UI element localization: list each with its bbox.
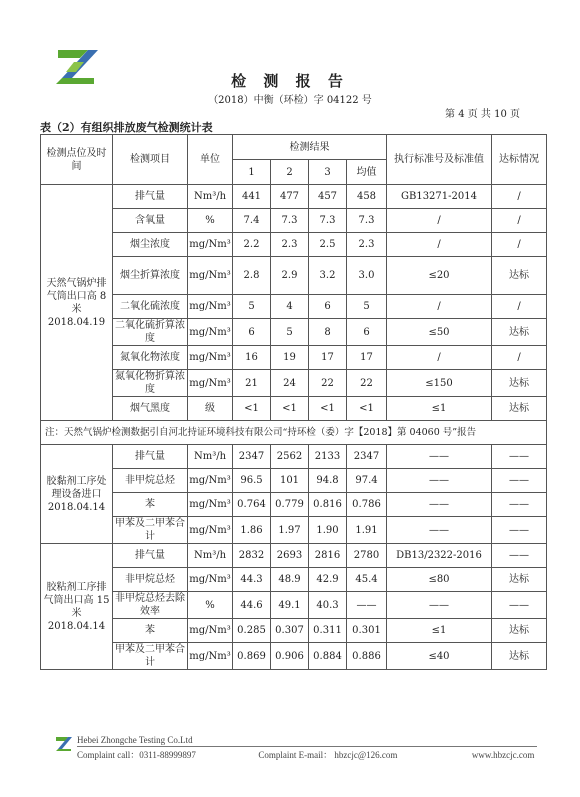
value-cell: 457 [309,185,347,209]
item-cell: 非甲烷总烃去除效率 [113,592,188,619]
status-cell: —— [492,493,547,517]
value-cell: 2133 [309,445,347,469]
status-cell: 达标 [492,568,547,592]
value-cell: 6 [309,295,347,319]
standard-cell: ≤150 [387,370,492,397]
unit-cell: mg/Nm³ [188,493,233,517]
point-cell: 胶粘剂工序排气筒出口高 15 米 2018.04.14 [41,544,113,670]
footer-logo-icon [55,736,73,752]
status-cell: 达标 [492,619,547,643]
status-cell: 达标 [492,257,547,295]
note-row [41,421,547,445]
value-cell: 5 [271,319,309,346]
item-cell: 甲苯及二甲苯合计 [113,517,188,544]
avg-cell: 2.3 [347,233,387,257]
avg-cell: 17 [347,346,387,370]
value-cell: 1.90 [309,517,347,544]
table-row [41,568,547,592]
footer-divider [77,746,537,747]
header-row [41,135,547,160]
unit-cell: mg/Nm³ [188,619,233,643]
avg-cell: 458 [347,185,387,209]
col-header-unit: 单位 [188,135,233,185]
standard-cell: / [387,233,492,257]
point-cell: 胶黏剂工序处理设备进口 2018.04.14 [41,445,113,544]
unit-cell: mg/Nm³ [188,295,233,319]
unit-cell: mg/Nm³ [188,370,233,397]
value-cell: 0.869 [233,643,271,670]
status-cell: / [492,209,547,233]
avg-cell: 5 [347,295,387,319]
item-cell: 烟尘折算浓度 [113,257,188,295]
standard-cell: ≤80 [387,568,492,592]
col-header-avg: 均值 [347,160,387,185]
value-cell: 101 [271,469,309,493]
table-row [41,619,547,643]
value-cell: 94.8 [309,469,347,493]
status-cell: / [492,185,547,209]
avg-cell: 0.886 [347,643,387,670]
standard-cell: —— [387,469,492,493]
complaint-call: Complaint call：0311-88999897 [77,750,196,760]
emission-table [40,134,547,670]
item-cell: 二氧化硫浓度 [113,295,188,319]
standard-cell: ≤20 [387,257,492,295]
status-cell: —— [492,544,547,568]
standard-cell: —— [387,493,492,517]
avg-cell: 7.3 [347,209,387,233]
value-cell: 441 [233,185,271,209]
value-cell: 21 [233,370,271,397]
table-row [41,643,547,670]
item-cell: 二氧化硫折算浓度 [113,319,188,346]
item-cell: 氮氧化物折算浓度 [113,370,188,397]
standard-cell: / [387,295,492,319]
value-cell: 0.906 [271,643,309,670]
avg-cell: 3.0 [347,257,387,295]
value-cell: 2.5 [309,233,347,257]
value-cell: 2.3 [271,233,309,257]
value-cell: 19 [271,346,309,370]
avg-cell: 1.91 [347,517,387,544]
document-number: （2018）中衡（环检）字 04122 号 [208,95,372,106]
value-cell: 2693 [271,544,309,568]
standard-cell: —— [387,592,492,619]
value-cell: <1 [233,397,271,421]
unit-cell: % [188,209,233,233]
item-cell: 非甲烷总烃 [113,469,188,493]
value-cell: 2832 [233,544,271,568]
unit-cell: mg/Nm³ [188,517,233,544]
value-cell: 42.9 [309,568,347,592]
status-cell: / [492,295,547,319]
col-header-results: 检测结果 [233,135,387,160]
value-cell: 2347 [233,445,271,469]
value-cell: 22 [309,370,347,397]
item-cell: 非甲烷总烃 [113,568,188,592]
table-row [41,319,547,346]
table-row [41,346,547,370]
unit-cell: % [188,592,233,619]
website: www.hbzcjc.com [471,750,535,760]
note-text: 注：天然气锅炉检测数据引自河北持证环境科技有限公司“持环检（委）字【2018】第 04060 号”报告 [41,421,547,445]
value-cell: 0.764 [233,493,271,517]
unit-cell: Nm³/h [188,185,233,209]
report-title: 检 测 报 告 [231,72,349,90]
value-cell: 8 [309,319,347,346]
value-cell: 2.2 [233,233,271,257]
value-cell: 96.5 [233,469,271,493]
value-cell: 40.3 [309,592,347,619]
table-row [41,397,547,421]
table-row [41,445,547,469]
col-header-item: 检测项目 [113,135,188,185]
value-cell: 0.307 [271,619,309,643]
unit-cell: mg/Nm³ [188,233,233,257]
unit-cell: 级 [188,397,233,421]
value-cell: 16 [233,346,271,370]
value-cell: 5 [233,295,271,319]
unit-cell: mg/Nm³ [188,643,233,670]
item-cell: 含氧量 [113,209,188,233]
value-cell: 2.9 [271,257,309,295]
value-cell: 17 [309,346,347,370]
avg-cell: —— [347,592,387,619]
item-cell: 排气量 [113,185,188,209]
value-cell: 1.97 [271,517,309,544]
status-cell: 达标 [492,319,547,346]
table-row [41,517,547,544]
avg-cell: 0.786 [347,493,387,517]
page-info: 第 4 页 共 10 页 [445,109,520,120]
value-cell: 2.8 [233,257,271,295]
value-cell: 44.6 [233,592,271,619]
value-cell: 3.2 [309,257,347,295]
value-cell: <1 [271,397,309,421]
unit-cell: Nm³/h [188,445,233,469]
standard-cell: / [387,346,492,370]
value-cell: 2562 [271,445,309,469]
item-cell: 甲苯及二甲苯合计 [113,643,188,670]
unit-cell: mg/Nm³ [188,257,233,295]
table-title: 表（2）有组织排放废气检测统计表 [40,121,213,134]
table-row [41,257,547,295]
status-cell: —— [492,592,547,619]
status-cell: 达标 [492,370,547,397]
value-cell: 7.3 [271,209,309,233]
value-cell: 24 [271,370,309,397]
col-header-point: 检测点位及时间 [41,135,113,185]
standard-cell: GB13271-2014 [387,185,492,209]
table-row [41,233,547,257]
unit-cell: Nm³/h [188,544,233,568]
table-row [41,544,547,568]
table-row [41,185,547,209]
table-row [41,370,547,397]
status-cell: —— [492,517,547,544]
item-cell: 烟尘浓度 [113,233,188,257]
col-header-r2: 2 [271,160,309,185]
col-header-status: 达标情况 [492,135,547,185]
col-header-standard: 执行标准号及标准值 [387,135,492,185]
avg-cell: 2347 [347,445,387,469]
value-cell: 0.311 [309,619,347,643]
avg-cell: 0.301 [347,619,387,643]
value-cell: 1.86 [233,517,271,544]
value-cell: 7.3 [309,209,347,233]
item-cell: 排气量 [113,544,188,568]
col-header-r3: 3 [309,160,347,185]
value-cell: 48.9 [271,568,309,592]
table-row [41,469,547,493]
item-cell: 苯 [113,619,188,643]
value-cell: 7.4 [233,209,271,233]
col-header-r1: 1 [233,160,271,185]
table-row [41,493,547,517]
standard-cell: ≤50 [387,319,492,346]
value-cell: 0.816 [309,493,347,517]
value-cell: 477 [271,185,309,209]
value-cell: 0.779 [271,493,309,517]
avg-cell: <1 [347,397,387,421]
item-cell: 烟气黑度 [113,397,188,421]
value-cell: 44.3 [233,568,271,592]
standard-cell: —— [387,445,492,469]
item-cell: 氮氧化物浓度 [113,346,188,370]
avg-cell: 97.4 [347,469,387,493]
footer-company: Hebei Zhongche Testing Co.Ltd [77,735,193,745]
unit-cell: mg/Nm³ [188,346,233,370]
status-cell: / [492,346,547,370]
unit-cell: mg/Nm³ [188,568,233,592]
status-cell: 达标 [492,397,547,421]
standard-cell: ≤1 [387,619,492,643]
unit-cell: mg/Nm³ [188,319,233,346]
value-cell: <1 [309,397,347,421]
value-cell: 0.285 [233,619,271,643]
standard-cell: ≤1 [387,397,492,421]
table-row [41,209,547,233]
standard-cell: —— [387,517,492,544]
standard-cell: ≤40 [387,643,492,670]
avg-cell: 2780 [347,544,387,568]
value-cell: 2816 [309,544,347,568]
status-cell: —— [492,445,547,469]
standard-cell: DB13/2322-2016 [387,544,492,568]
value-cell: 49.1 [271,592,309,619]
status-cell: 达标 [492,643,547,670]
avg-cell: 6 [347,319,387,346]
value-cell: 4 [271,295,309,319]
footer-contact [77,748,534,761]
unit-cell: mg/Nm³ [188,469,233,493]
table-row [41,295,547,319]
item-cell: 排气量 [113,445,188,469]
item-cell: 苯 [113,493,188,517]
table-row [41,592,547,619]
status-cell: / [492,233,547,257]
avg-cell: 22 [347,370,387,397]
status-cell: —— [492,469,547,493]
point-cell: 天然气锅炉排气筒出口高 8 米 2018.04.19 [41,185,113,421]
value-cell: 6 [233,319,271,346]
value-cell: 0.884 [309,643,347,670]
complaint-email: Complaint E-mail： hbzcjc@126.com [258,750,398,760]
standard-cell: / [387,209,492,233]
avg-cell: 45.4 [347,568,387,592]
